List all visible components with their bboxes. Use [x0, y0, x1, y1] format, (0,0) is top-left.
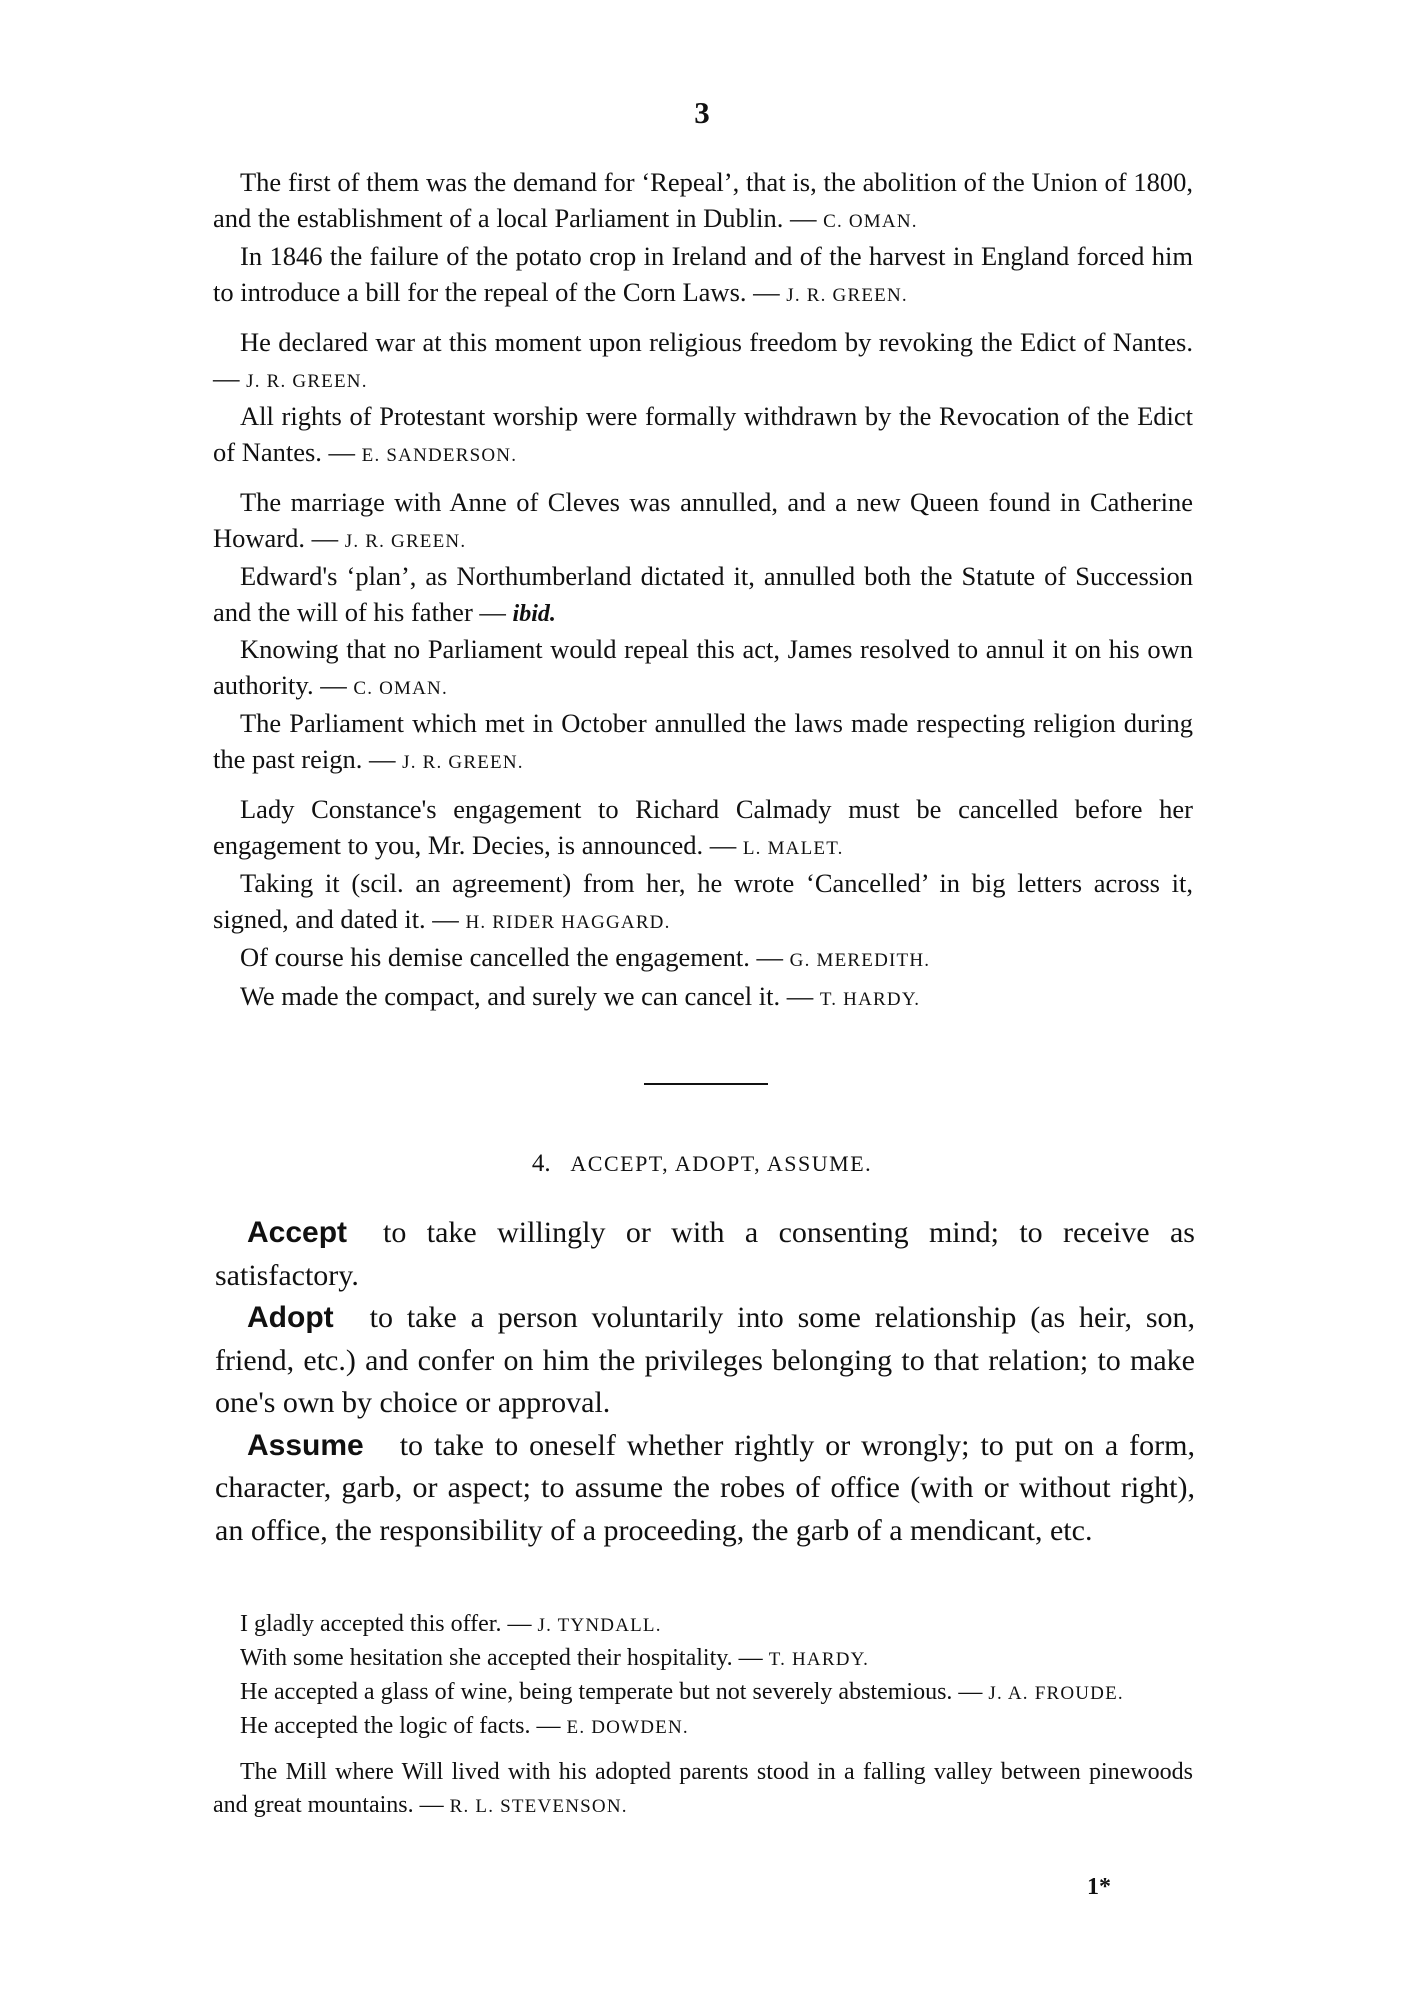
quotation	[213, 1710, 1193, 1744]
definition-entry	[215, 1297, 1195, 1425]
definition-text: to take to oneself whether rightly or wrongly; to put on a form, character, garb, or aspect; to assume the robes of office (with or without right), an office, the responsibility of a proceeding, the garb of a mendicant, etc.	[215, 1428, 1195, 1547]
quotation	[213, 1642, 1193, 1676]
quotation	[213, 866, 1193, 940]
definition-term: Adopt	[247, 1301, 334, 1334]
quotation-text: Edward's ‘plan’, as Northumberland dictated it, annulled both the Statute of Succession and the will of his father —	[213, 561, 1193, 627]
quotation-text: The first of them was the demand for ‘Repeal’, that is, the abolition of the Union of 1800, and the establishment of a local Parliament in Dublin. —	[213, 167, 1193, 233]
definition-text: to take a person voluntarily into some relationship (as heir, son, friend, etc.) and confer on him the privileges belonging to that relation; to make one's own by choice or approval.	[215, 1301, 1195, 1419]
quotation-text: In 1846 the failure of the potato crop in Ireland and of the harvest in England forced him to introduce a bill for the repeal of the Corn Laws. —	[213, 241, 1193, 307]
section-title: ACCEPT, ADOPT, ASSUME.	[570, 1151, 873, 1176]
quotation-text: Of course his demise cancelled the engagement. —	[240, 942, 790, 972]
quotation	[213, 792, 1193, 866]
quotation-author: E. DOWDEN.	[566, 1717, 689, 1738]
quotation	[213, 559, 1193, 632]
quotation-author: T. HARDY.	[768, 1649, 870, 1670]
quotation-author: T. HARDY.	[819, 988, 921, 1010]
quotation-author: E. SANDERSON.	[361, 444, 518, 466]
quotation-text: I gladly accepted this offer. —	[240, 1611, 538, 1637]
quotation	[213, 1608, 1193, 1642]
quotation-text: With some hesitation she accepted their hospitality. —	[240, 1645, 769, 1671]
quotations-block-bottom	[213, 1608, 1193, 1823]
quotation-text: He declared war at this moment upon religious freedom by revoking the Edict of Nantes. —	[213, 327, 1193, 393]
quotation	[213, 1676, 1193, 1710]
quotation-author: C. OMAN.	[353, 677, 448, 699]
section-divider	[644, 1083, 768, 1085]
quotation-author: L. MALET.	[742, 837, 844, 859]
quotation	[213, 632, 1193, 706]
quotation-author: J. R. GREEN.	[246, 370, 368, 392]
quotation	[213, 239, 1193, 313]
quotation-author: C. OMAN.	[823, 210, 918, 232]
quotation-author: G. MEREDITH.	[789, 950, 931, 971]
section-heading	[0, 1150, 1404, 1178]
quotations-block-top	[213, 165, 1193, 1017]
quotation-text: The Mill where Will lived with his adopted parents stood in a falling valley between pinewoods and great mountains. —	[213, 1759, 1193, 1818]
quotation	[213, 940, 1193, 979]
quotation-text: Lady Constance's engagement to Richard Calmady must be cancelled before her engagement to you, Mr. Decies, is announced. —	[213, 794, 1193, 860]
quotation-author: J. R. GREEN.	[402, 751, 524, 773]
quotation	[213, 979, 1193, 1018]
quotation	[213, 399, 1193, 473]
quotation	[213, 1756, 1193, 1823]
quotation	[213, 325, 1193, 399]
quotation-author: J. R. GREEN.	[344, 530, 467, 552]
quotation	[213, 485, 1193, 559]
page-number: 3	[694, 95, 710, 130]
quotation-author: H. RIDER HAGGARD.	[465, 911, 671, 933]
definition-term: Assume	[247, 1428, 364, 1462]
quotation-text: Knowing that no Parliament would repeal this act, James resolved to annul it on his own authority. —	[213, 634, 1193, 700]
quotation-author: ibid.	[512, 600, 556, 627]
quotation-text: The Parliament which met in October annulled the laws made respecting religion during the past reign. —	[213, 708, 1193, 774]
quotation-author: J. R. GREEN.	[786, 284, 908, 306]
quotation-author: R. L. STEVENSON.	[449, 1796, 628, 1817]
quotation-text: The marriage with Anne of Cleves was annulled, and a new Queen found in Catherine Howard. —	[213, 487, 1193, 553]
quotation-text: He accepted the logic of facts. —	[240, 1713, 567, 1739]
section-number: 4.	[531, 1150, 551, 1177]
quotation	[213, 706, 1193, 780]
signature-mark: 1*	[1087, 1874, 1111, 1900]
definition-entry	[215, 1425, 1195, 1553]
quotation-author: J. A. FROUDE.	[988, 1683, 1124, 1704]
definition-entry	[215, 1212, 1195, 1297]
definition-text: to take willingly or with a consenting mind; to receive as satisfactory.	[215, 1216, 1195, 1292]
definition-term: Accept	[247, 1216, 348, 1249]
quotation-author: J. TYNDALL.	[537, 1615, 662, 1636]
quotation-text: Taking it (scil. an agreement) from her, he wrote ‘Cancelled’ in big letters across it, signed, and dated it. —	[213, 868, 1193, 934]
quotation	[213, 165, 1193, 239]
quotation-text: We made the compact, and surely we can cancel it. —	[240, 980, 820, 1011]
quotation-text: He accepted a glass of wine, being temperate but not severely abstemious. —	[240, 1679, 989, 1705]
quotation-text: All rights of Protestant worship were formally withdrawn by the Revocation of the Edict of Nantes. —	[213, 401, 1193, 467]
definitions-block	[215, 1212, 1195, 1552]
